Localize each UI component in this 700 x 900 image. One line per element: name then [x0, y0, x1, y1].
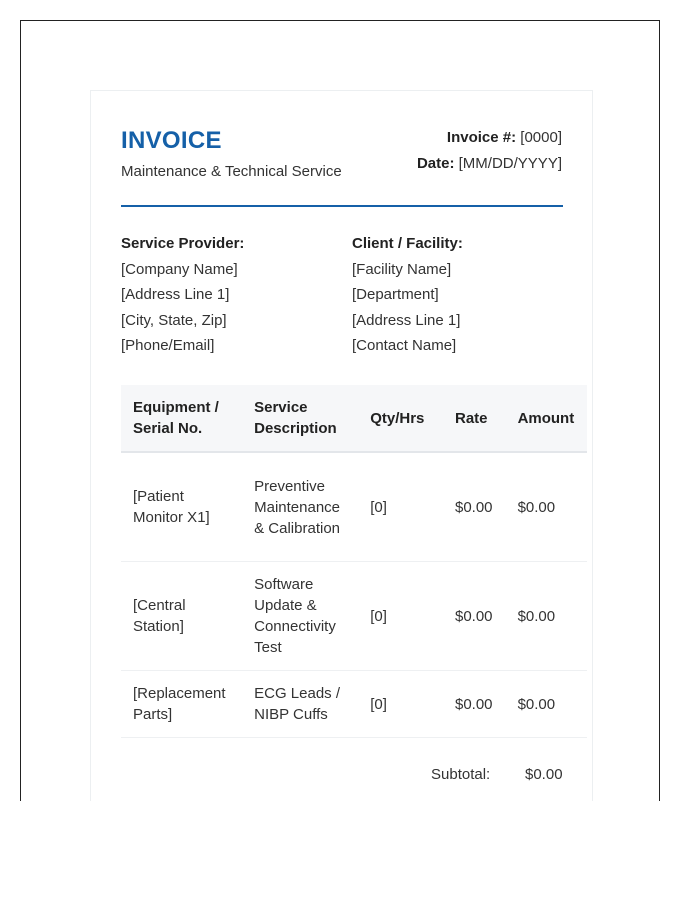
column-header-amount: Amount: [506, 385, 587, 452]
invoice-title: INVOICE: [121, 127, 222, 154]
provider-line: [Address Line 1]: [121, 286, 230, 303]
cell-description: Preventive Maintenance & Calibration: [242, 452, 358, 562]
subtotal-value: $0.00: [525, 766, 563, 783]
service-provider-block: [121, 231, 244, 359]
column-header-qty: Qty/Hrs: [358, 385, 443, 452]
document-page: [20, 20, 660, 801]
invoice-subtitle: Maintenance & Technical Service: [121, 163, 342, 180]
client-line: [Department]: [352, 286, 439, 303]
invoice-date-label: Date:: [416, 155, 455, 172]
invoice-number-line: [417, 125, 562, 151]
line-items-table: [121, 385, 587, 738]
cell-equipment: [Patient Monitor X1]: [121, 452, 242, 562]
invoice-number-value: [0000]: [520, 129, 562, 146]
header-divider: [121, 205, 563, 207]
provider-heading: Service Provider:: [121, 235, 245, 252]
invoice-meta: [417, 125, 562, 177]
invoice-date-value: [MM/DD/YYYY]: [458, 155, 562, 172]
client-heading: Client / Facility:: [352, 235, 463, 252]
invoice-number-label: Invoice #:: [446, 129, 517, 146]
column-header-description: Service Description: [242, 385, 358, 452]
client-facility-block: [352, 231, 463, 359]
provider-line: [City, State, Zip]: [121, 311, 227, 329]
table-header-row: [121, 385, 587, 452]
cell-qty: [0]: [358, 452, 443, 562]
invoice-date-line: [417, 151, 562, 177]
client-line: [Facility Name]: [352, 260, 452, 278]
column-header-equipment: Equipment / Serial No.: [121, 385, 242, 452]
cell-qty: [0]: [358, 562, 443, 671]
client-line: [Contact Name]: [352, 337, 457, 354]
column-header-rate: Rate: [443, 385, 506, 452]
cell-rate: $0.00: [443, 452, 506, 562]
table-row: [121, 452, 587, 562]
table-row: [121, 671, 587, 738]
cell-equipment: [Replacement Parts]: [121, 671, 242, 738]
cell-amount: $0.00: [506, 562, 587, 671]
cell-amount: $0.00: [506, 452, 587, 562]
cell-equipment: [Central Station]: [121, 562, 242, 671]
subtotal-label: Subtotal:: [431, 766, 491, 783]
provider-line: [Phone/Email]: [121, 337, 215, 354]
cell-rate: $0.00: [443, 671, 506, 738]
table-row: [121, 562, 587, 671]
cell-description: ECG Leads / NIBP Cuffs: [242, 671, 358, 738]
cell-rate: $0.00: [443, 562, 506, 671]
invoice-card: [90, 90, 593, 801]
provider-line: [Company Name]: [121, 260, 238, 278]
cell-qty: [0]: [358, 671, 443, 738]
cell-amount: $0.00: [506, 671, 587, 738]
client-line: [Address Line 1]: [352, 311, 461, 329]
cell-description: Software Update & Connectivity Test: [242, 562, 358, 671]
